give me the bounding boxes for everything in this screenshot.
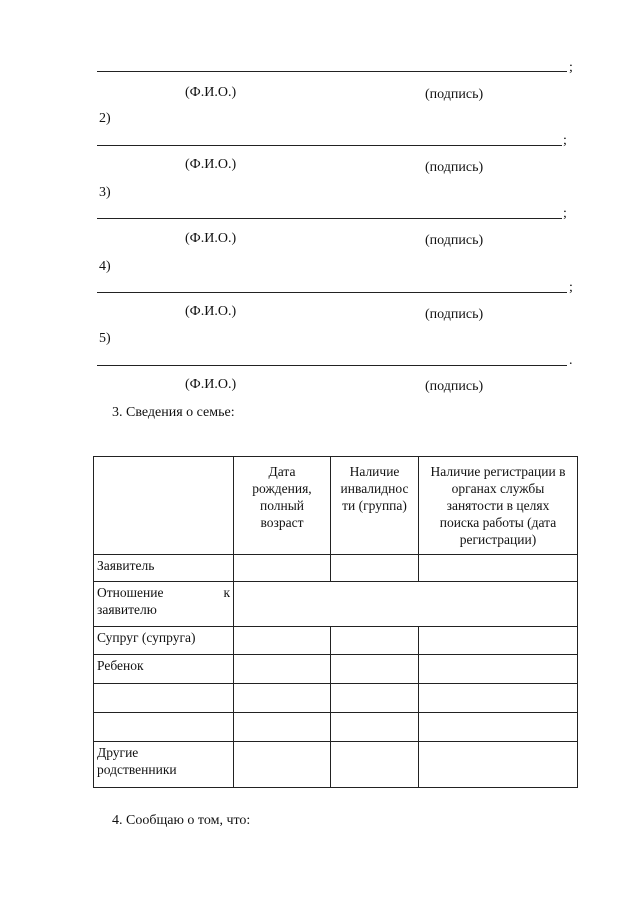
table-row-applicant — [94, 555, 578, 582]
blank-registration-cell-1[interactable] — [419, 684, 578, 713]
blank-label-cell-2[interactable] — [94, 713, 234, 742]
sign-caption-5: (подпись) — [425, 379, 484, 394]
signature-line-1-end: ; — [569, 60, 573, 75]
fio-caption-1: (Ф.И.О.) — [185, 85, 237, 100]
signature-line-3-end: ; — [563, 206, 567, 221]
sign-caption-3: (подпись) — [425, 233, 484, 248]
blank-birth-cell-2[interactable] — [234, 713, 331, 742]
applicant-disability-cell[interactable] — [331, 555, 419, 582]
signature-line-5-end: . — [569, 353, 573, 368]
other-birth-cell[interactable] — [234, 742, 331, 788]
spouse-birth-cell[interactable] — [234, 627, 331, 655]
signature-number-5: 5) — [99, 331, 111, 346]
row-label-relation: Отношение к заявителю — [94, 582, 234, 627]
applicant-registration-cell[interactable] — [419, 555, 578, 582]
header-birth-date: Дата рождения, полный возраст — [234, 457, 331, 555]
signature-line-1[interactable] — [97, 71, 567, 72]
spouse-disability-cell[interactable] — [331, 627, 419, 655]
table-row-other — [94, 742, 578, 788]
blank-disability-cell-1[interactable] — [331, 684, 419, 713]
spouse-registration-cell[interactable] — [419, 627, 578, 655]
blank-birth-cell-1[interactable] — [234, 684, 331, 713]
row-label-other: Другие родственники — [94, 742, 234, 788]
fio-caption-5: (Ф.И.О.) — [185, 377, 237, 392]
table-row-blank-1 — [94, 684, 578, 713]
section-3-heading: 3. Сведения о семье: — [112, 405, 235, 420]
header-cell-empty — [94, 457, 234, 555]
table-row-relation — [94, 582, 578, 627]
other-registration-cell[interactable] — [419, 742, 578, 788]
signature-line-4-end: ; — [569, 280, 573, 295]
signature-number-3: 3) — [99, 185, 111, 200]
blank-disability-cell-2[interactable] — [331, 713, 419, 742]
row-label-applicant: Заявитель — [94, 555, 234, 582]
table-row-child — [94, 655, 578, 684]
row-label-child: Ребенок — [94, 655, 234, 684]
signature-number-4: 4) — [99, 259, 111, 274]
signature-line-4[interactable] — [97, 292, 567, 293]
row-label-spouse: Супруг (супруга) — [94, 627, 234, 655]
table-header-row — [94, 457, 578, 555]
child-registration-cell[interactable] — [419, 655, 578, 684]
table-row-blank-2 — [94, 713, 578, 742]
signature-line-2[interactable] — [97, 145, 562, 146]
sign-caption-2: (подпись) — [425, 160, 484, 175]
header-employment-registration: Наличие регистрации в органах службы занятости в целях поиска работы (дата регистрации) — [419, 457, 578, 555]
family-table — [93, 456, 578, 788]
sign-caption-1: (подпись) — [425, 87, 484, 102]
table-row-spouse — [94, 627, 578, 655]
blank-registration-cell-2[interactable] — [419, 713, 578, 742]
signature-line-5[interactable] — [97, 365, 567, 366]
fio-caption-4: (Ф.И.О.) — [185, 304, 237, 319]
fio-caption-2: (Ф.И.О.) — [185, 157, 237, 172]
blank-label-cell-1[interactable] — [94, 684, 234, 713]
section-4-heading: 4. Сообщаю о том, что: — [112, 813, 251, 828]
fio-caption-3: (Ф.И.О.) — [185, 231, 237, 246]
relation-merged-cell[interactable] — [234, 582, 578, 627]
header-disability: Наличие инвалиднос ти (группа) — [331, 457, 419, 555]
signature-line-2-end: ; — [563, 133, 567, 148]
child-disability-cell[interactable] — [331, 655, 419, 684]
signature-line-3[interactable] — [97, 218, 562, 219]
signature-number-2: 2) — [99, 111, 111, 126]
sign-caption-4: (подпись) — [425, 307, 484, 322]
other-disability-cell[interactable] — [331, 742, 419, 788]
child-birth-cell[interactable] — [234, 655, 331, 684]
applicant-birth-cell[interactable] — [234, 555, 331, 582]
